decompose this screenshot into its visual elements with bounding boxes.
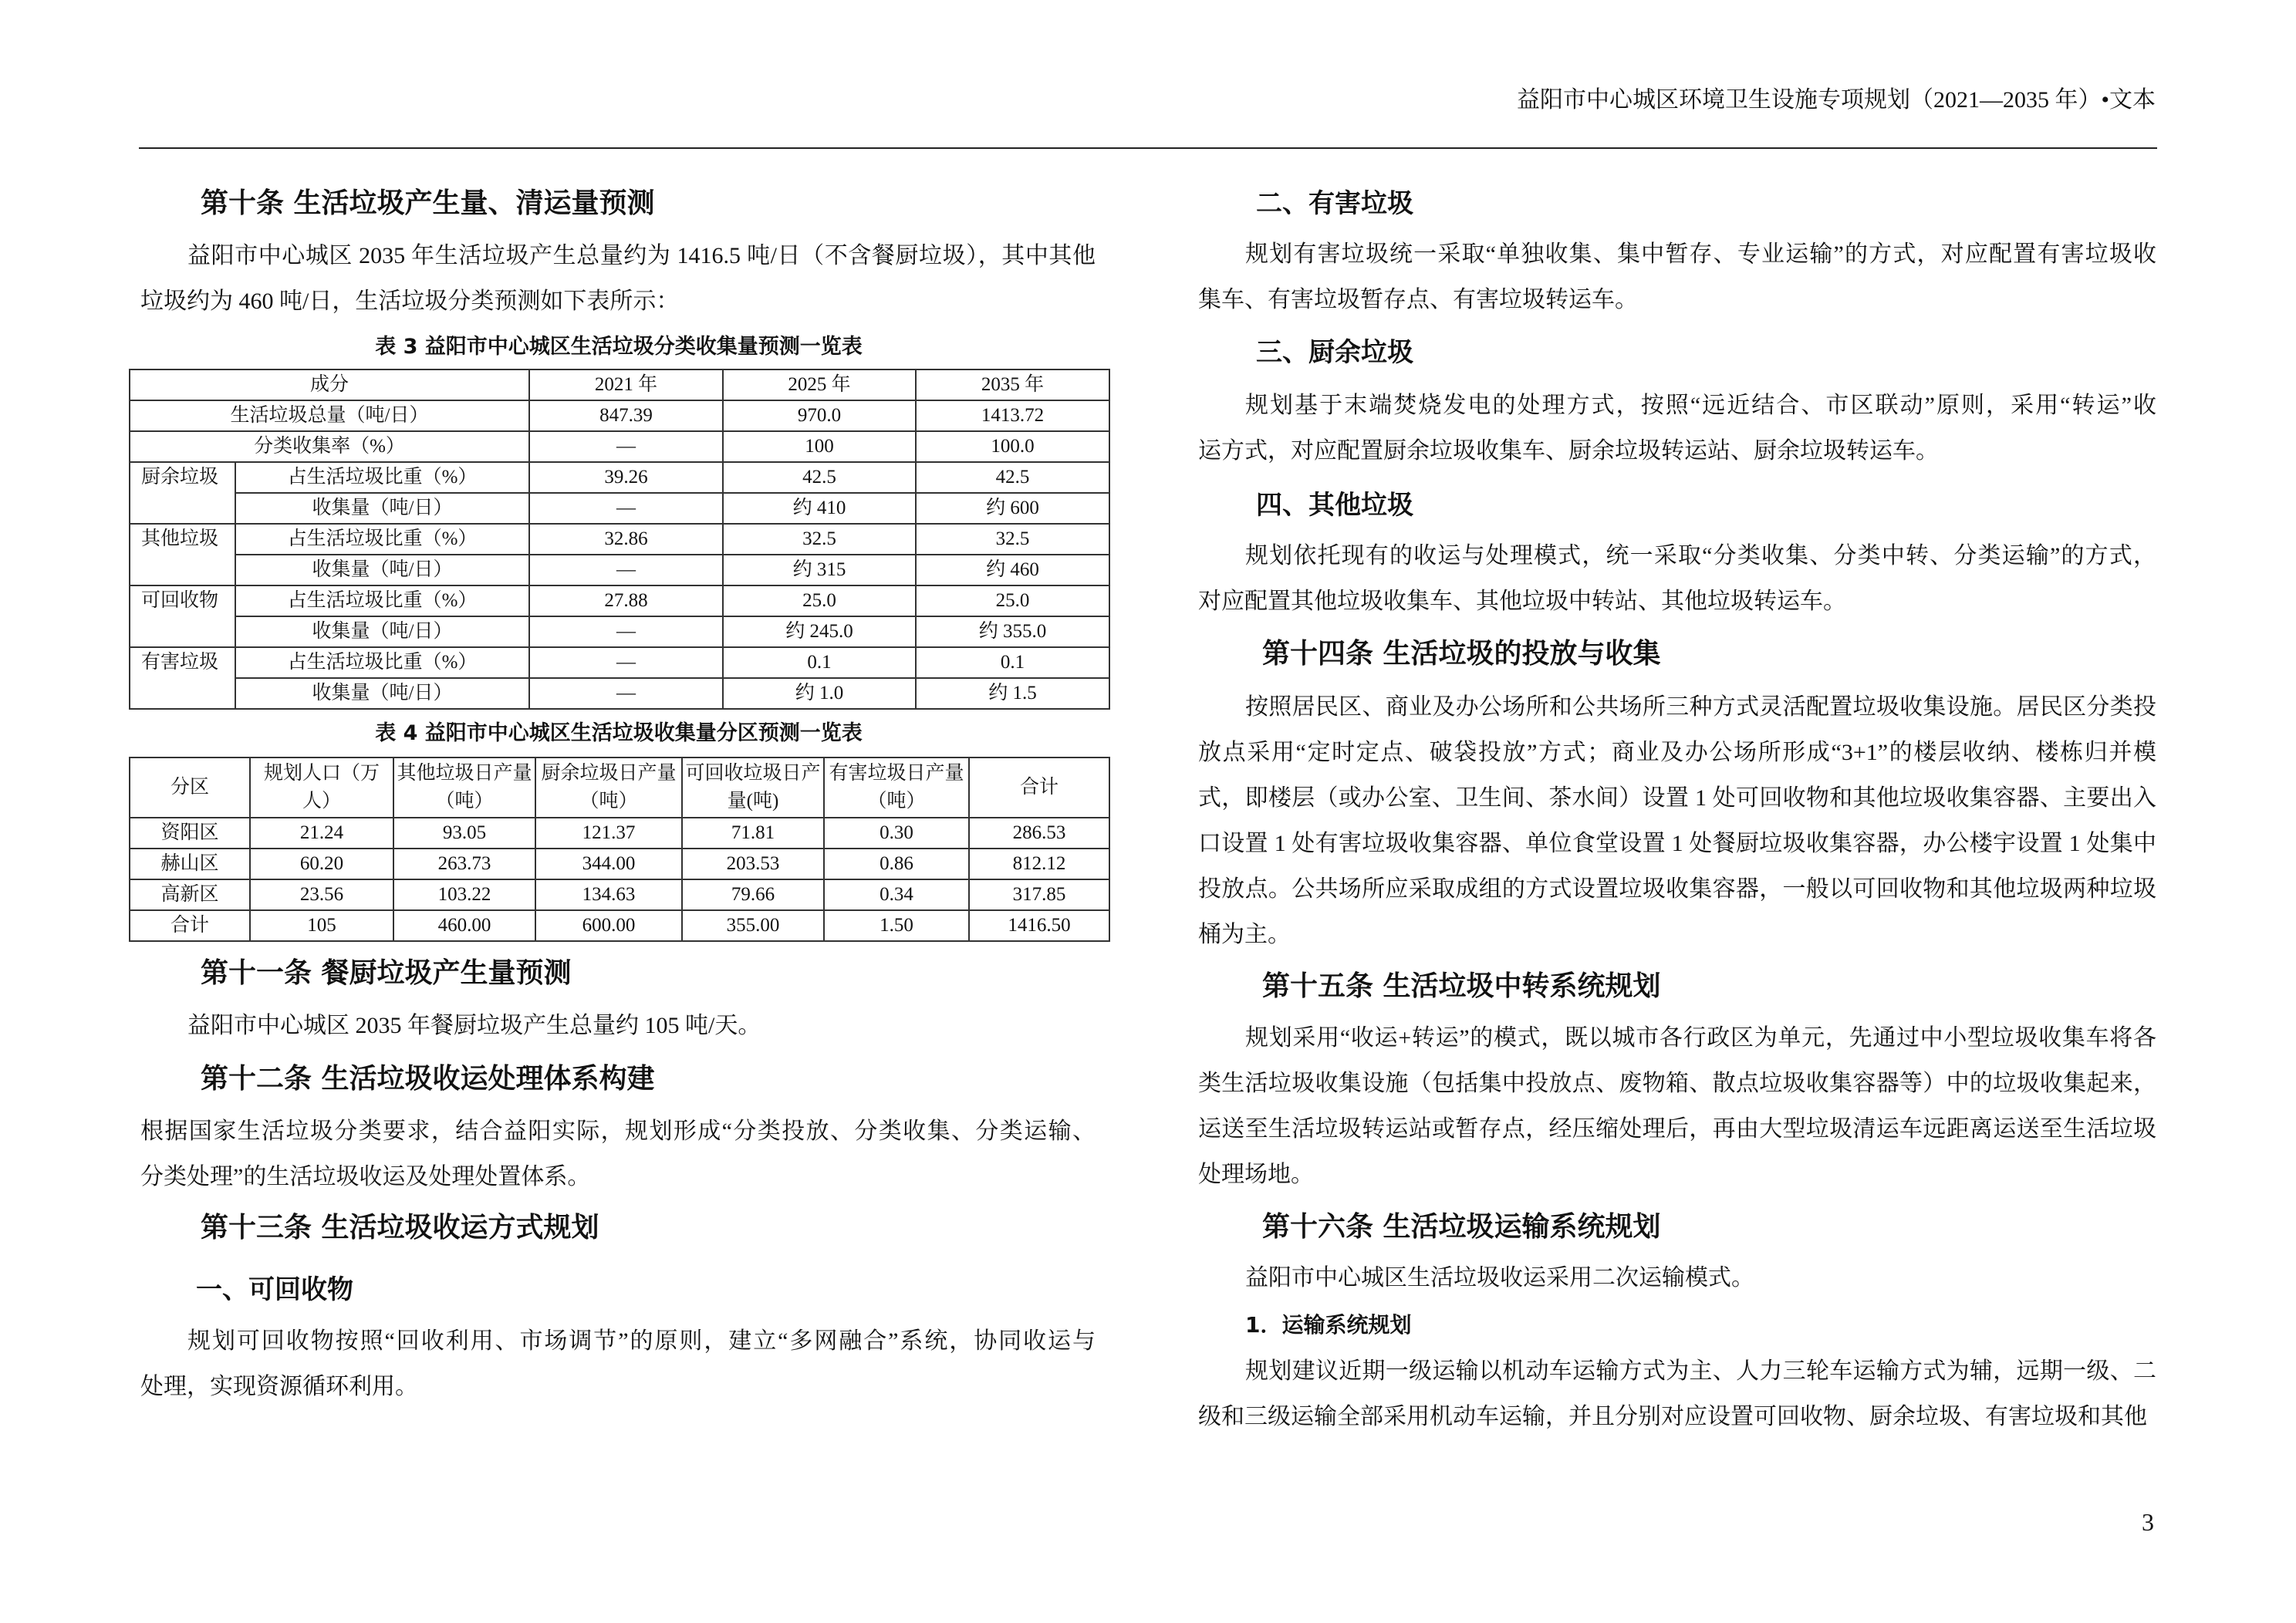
row-label: 资阳区 [130,818,250,849]
header-cell: 规划人口（万人） [250,758,393,818]
table-cell: 25.0 [723,585,916,616]
table-cell: 25.0 [916,585,1109,616]
table-cell: 0.34 [824,879,969,910]
heading-transport-system: 1．运输系统规划 [1245,1312,1412,1338]
table-cell: 0.1 [723,647,916,678]
table-row [130,431,1109,462]
table-row [130,524,1109,555]
paragraph-line: 处理，实现资源循环利用。 [140,1374,418,1399]
table-row [130,879,1109,910]
paragraph-line: 投放点。公共场所应采取成组的方式设置垃圾收集容器，一般以可回收物和其他垃圾两种垃圾 [1198,876,2156,902]
table-cell: — [529,678,723,709]
row-label: 高新区 [130,879,250,910]
row-label: 合计 [130,910,250,941]
paragraph-other-waste [1198,533,2156,624]
paragraph-line: 对应配置其他垃圾收集车、其他垃圾中转站、其他垃圾转运车。 [1198,589,1846,614]
paragraph-line: 桶为主。 [1198,922,1291,947]
table-cell: 1416.50 [969,910,1109,941]
table-cell: 121.37 [535,818,682,849]
paragraph-article-16 [1198,1255,2156,1301]
table-cell: 1413.72 [916,400,1109,431]
table-row [130,849,1109,879]
paragraph-line: 根据国家生活垃圾分类要求，结合益阳实际，规划形成“分类投放、分类收集、分类运输、 [140,1119,1096,1144]
table-cell: 约 1.5 [916,678,1109,709]
paragraph-line: 益阳市中心城区 2035 年生活垃圾产生总量约为 1416.5 吨/日（不含餐厨垃圾），其中其他 [187,243,1096,268]
table-cell: 100.0 [916,431,1109,462]
header-cell: 其他垃圾日产量（吨） [393,758,535,818]
table-cell: 105 [250,910,393,941]
heading-article-13: 第十三条 生活垃圾收运方式规划 [201,1212,599,1243]
paragraph-line: 规划依托现有的收运与处理模式，统一采取“分类收集、分类中转、分类运输”的方式， [1245,543,2156,569]
row-label: 收集量（吨/日） [235,616,529,647]
table-cell: 约 600 [916,493,1109,524]
heading-other-waste: 四、其他垃圾 [1256,490,1413,521]
paragraph-hazardous [1198,231,2156,322]
paragraph-line: 运送至生活垃圾转运站或暂存点，经压缩处理后，再由大型垃圾清运车远距离运送至生活垃圾 [1198,1116,2156,1142]
paragraph-article-14 [1198,684,2156,957]
heading-recyclables: 一、可回收物 [196,1274,353,1305]
table-cell: 32.5 [916,524,1109,555]
paragraph-article-12 [140,1108,1096,1200]
paragraph-line: 口设置 1 处有害垃圾收集容器、单位食堂设置 1 处餐厨垃圾收集容器，办公楼宇设置 1 处集中 [1198,831,2156,856]
paragraph-line: 规划有害垃圾统一采取“单独收集、集中暂存、专业运输”的方式，对应配置有害垃圾收 [1245,241,2156,267]
row-label: 分类收集率（%） [130,431,529,462]
paragraph-line: 垃圾约为 460 吨/日，生活垃圾分类预测如下表所示： [140,288,680,314]
table-cell: 0.86 [824,849,969,879]
header-cell: 厨余垃圾日产量（吨） [535,758,682,818]
table-cell: 103.22 [393,879,535,910]
table4-caption: 表 4 益阳市中心城区生活垃圾收集量分区预测一览表 [375,721,863,745]
paragraph-line: 分类处理”的生活垃圾收运及处理处置体系。 [140,1164,591,1189]
heading-hazardous: 二、有害垃圾 [1256,188,1413,219]
table-cell: — [529,493,723,524]
table-cell: — [529,647,723,678]
row-label: 占生活垃圾比重（%） [235,647,529,678]
table-cell: 134.63 [535,879,682,910]
heading-article-15: 第十五条 生活垃圾中转系统规划 [1262,970,1661,1002]
row-label: 占生活垃圾比重（%） [235,462,529,493]
table-row [130,647,1109,678]
table-cell: 约 355.0 [916,616,1109,647]
row-label: 生活垃圾总量（吨/日） [130,400,529,431]
group-label: 厨余垃圾 [130,462,235,524]
heading-article-12: 第十二条 生活垃圾收运处理体系构建 [201,1063,655,1095]
table-cell: 847.39 [529,400,723,431]
group-label: 可回收物 [130,585,235,647]
table-cell: — [529,616,723,647]
table-cell: 355.00 [682,910,824,941]
heading-article-11: 第十一条 餐厨垃圾产生量预测 [201,957,572,989]
table-cell: 203.53 [682,849,824,879]
header-cell: 有害垃圾日产量（吨） [824,758,969,818]
paragraph-line: 益阳市中心城区生活垃圾收运采用二次运输模式。 [1245,1265,1754,1291]
table-cell: 600.00 [535,910,682,941]
table-row [130,369,1109,400]
paragraph-recyclables [140,1318,1096,1409]
table-cell: 27.88 [529,585,723,616]
paragraph-line: 规划建议近期一级运输以机动车运输方式为主、人力三轮车运输方式为辅，远期一级、二 [1245,1358,2156,1384]
header-cell: 可回收垃圾日产量(吨) [682,758,824,818]
table-cell: 32.5 [723,524,916,555]
table-cell: 0.30 [824,818,969,849]
paragraph-line: 集车、有害垃圾暂存点、有害垃圾转运车。 [1198,287,1638,312]
heading-article-16: 第十六条 生活垃圾运输系统规划 [1262,1211,1661,1243]
heading-article-14: 第十四条 生活垃圾的投放与收集 [1262,638,1661,670]
table-cell: 970.0 [723,400,916,431]
paragraph-article-10 [140,233,1096,324]
running-header: 益阳市中心城区环境卫生设施专项规划（2021—2035 年）•文本 [1516,87,2156,113]
table-cell: — [529,555,723,585]
group-label: 其他垃圾 [130,524,235,585]
table-cell: 100 [723,431,916,462]
table-cell: 约 1.0 [723,678,916,709]
table-cell: 460.00 [393,910,535,941]
table-cell: 约 245.0 [723,616,916,647]
paragraph-article-11 [140,1003,1096,1048]
paragraph-article-15 [1198,1015,2156,1197]
table-cell: 263.73 [393,849,535,879]
paragraph-kitchen-waste [1198,383,2156,474]
table-row [130,758,1109,818]
table-row [130,555,1109,585]
table-row [130,910,1109,941]
header-cell: 2021 年 [529,369,723,400]
paragraph-transport-system [1198,1348,2156,1439]
table-cell: 317.85 [969,879,1109,910]
row-label: 收集量（吨/日） [235,493,529,524]
table-cell: 60.20 [250,849,393,879]
table-row [130,493,1109,524]
table-cell: 286.53 [969,818,1109,849]
table-row [130,400,1109,431]
table-cell: 93.05 [393,818,535,849]
paragraph-line: 级和三级运输全部采用机动车运输，并且分别对应设置可回收物、厨余垃圾、有害垃圾和其他 [1198,1404,2147,1429]
paragraph-line: 益阳市中心城区 2035 年餐厨垃圾产生总量约 105 吨/天。 [187,1013,761,1038]
row-label: 收集量（吨/日） [235,555,529,585]
heading-kitchen-waste: 三、厨余垃圾 [1256,337,1413,368]
row-label: 赫山区 [130,849,250,879]
paragraph-line: 规划可回收物按照“回收利用、市场调节”的原则，建立“多网融合”系统，协同收运与 [187,1328,1096,1354]
table-cell: 32.86 [529,524,723,555]
table-row [130,818,1109,849]
table-cell: 812.12 [969,849,1109,879]
row-label: 占生活垃圾比重（%） [235,585,529,616]
paragraph-line: 规划基于末端焚烧发电的处理方式，按照“远近结合、市区联动”原则，采用“转运”收 [1245,393,2156,418]
table-cell: 1.50 [824,910,969,941]
table-cell: 21.24 [250,818,393,849]
paragraph-line: 按照居民区、商业及办公场所和公共场所三种方式灵活配置垃圾收集设施。居民区分类投 [1245,694,2156,720]
page-number: 3 [2142,1508,2154,1536]
paragraph-line: 类生活垃圾收集设施（包括集中投放点、废物箱、散点垃圾收集容器等）中的垃圾收集起来， [1198,1071,2156,1096]
header-cell: 成分 [130,369,529,400]
table-row [130,616,1109,647]
table-cell: 39.26 [529,462,723,493]
header-cell: 2025 年 [723,369,916,400]
table3 [129,369,1110,710]
table-cell: 约 460 [916,555,1109,585]
row-label: 收集量（吨/日） [235,678,529,709]
row-label: 占生活垃圾比重（%） [235,524,529,555]
paragraph-line: 处理场地。 [1198,1162,1314,1187]
table-cell: — [529,431,723,462]
table-row [130,462,1109,493]
table-row [130,585,1109,616]
paragraph-line: 规划采用“收运+转运”的模式，既以城市各行政区为单元，先通过中小型垃圾收集车将各 [1245,1025,2156,1051]
table-row [130,678,1109,709]
paragraph-line: 运方式，对应配置厨余垃圾收集车、厨余垃圾转运站、厨余垃圾转运车。 [1198,438,1939,464]
table-cell: 71.81 [682,818,824,849]
table-cell: 344.00 [535,849,682,879]
heading-article-10: 第十条 生活垃圾产生量、清运量预测 [201,187,655,219]
table-cell: 0.1 [916,647,1109,678]
header-cell: 2035 年 [916,369,1109,400]
group-label: 有害垃圾 [130,647,235,709]
table-cell: 42.5 [916,462,1109,493]
table-cell: 23.56 [250,879,393,910]
table-cell: 约 315 [723,555,916,585]
header-cell: 合计 [969,758,1109,818]
table3-caption: 表 3 益阳市中心城区生活垃圾分类收集量预测一览表 [375,335,863,359]
header-rule [139,147,2157,149]
paragraph-line: 放点采用“定时定点、破袋投放”方式；商业及办公场所形成“3+1”的楼层收纳、楼栋归并模 [1198,740,2156,765]
table4 [129,757,1110,942]
paragraph-line: 式，即楼层（或办公室、卫生间、茶水间）设置 1 处可回收物和其他垃圾收集容器、主要出入 [1198,785,2156,811]
table-cell: 约 410 [723,493,916,524]
header-cell: 分区 [130,758,250,818]
table-cell: 42.5 [723,462,916,493]
table-cell: 79.66 [682,879,824,910]
